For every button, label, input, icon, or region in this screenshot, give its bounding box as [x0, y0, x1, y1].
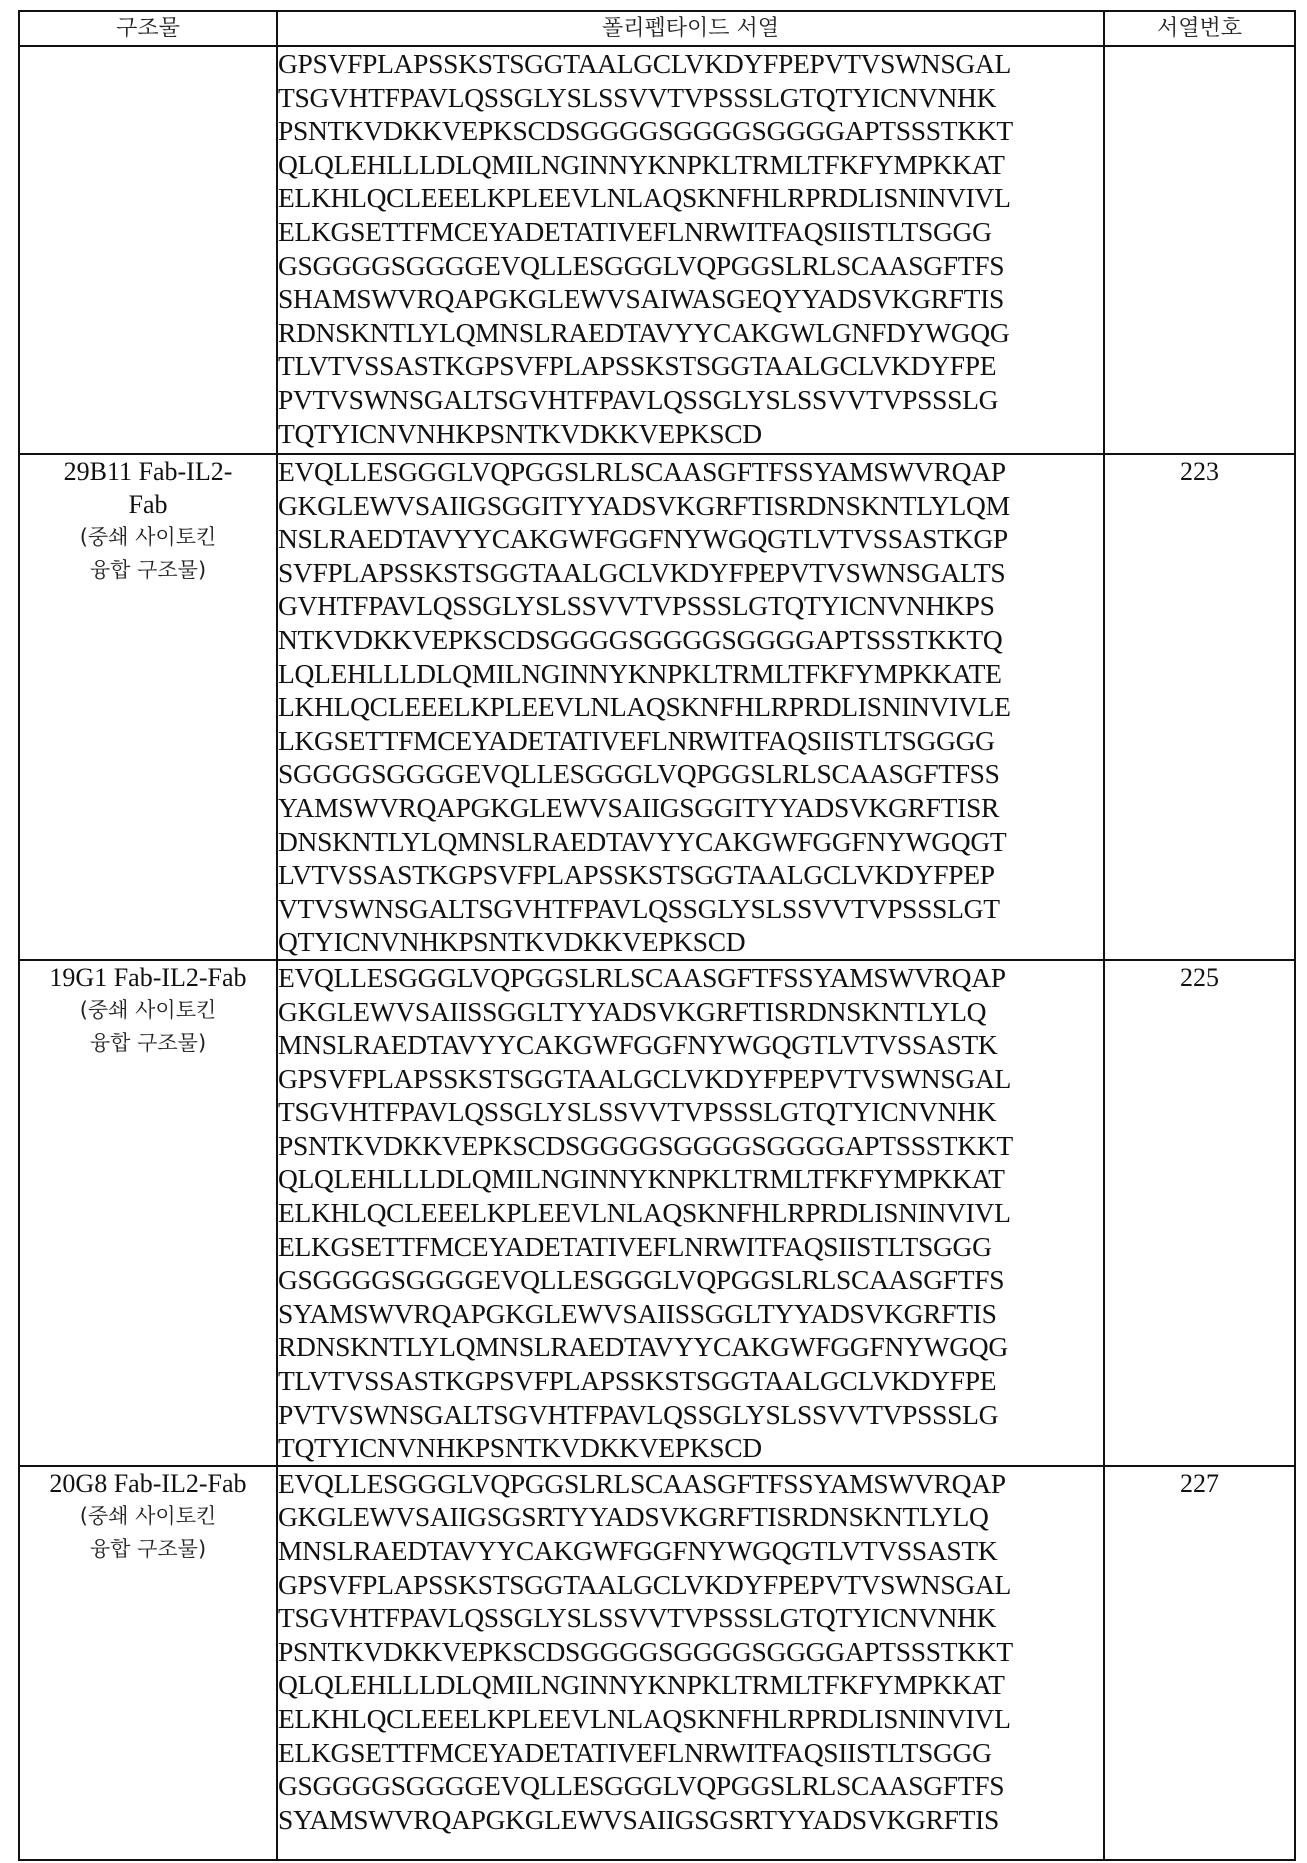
- sequence-line: QLQLEHLLLDLQMILNGINNYKNPKLTRMLTFKFYMPKKAT: [278, 1163, 1005, 1195]
- sequence-line: TSGVHTFPAVLQSSGLYSLSSVVTVPSSSLGTQTYICNVNHK: [278, 1096, 997, 1128]
- sequence-line: PSNTKVDKKVEPKSCDSGGGGSGGGGSGGGGAPTSSSTKKT: [278, 1129, 1013, 1161]
- sequence-line: SGGGGSGGGGEVQLLESGGGLVQPGGSLRLSCAASGFTFSS: [278, 758, 1000, 790]
- sequence-line: TLVTVSSASTKGPSVFPLAPSSKSTSGGTAALGCLVKDYFPE: [278, 1365, 997, 1397]
- header-seq-id: 서열번호: [1104, 11, 1295, 46]
- header-row: [19, 11, 1295, 46]
- sequence-cell: [277, 46, 1104, 454]
- sequence-line: TLVTVSSASTKGPSVFPLAPSSKSTSGGTAALGCLVKDYFPE: [278, 350, 997, 382]
- construct-cell: [19, 960, 277, 1466]
- table-row: [19, 46, 1295, 454]
- construct-name-cont: Fab: [128, 490, 168, 519]
- sequence-line: TQTYICNVNHKPSNTKVDKKVEPKSCD: [278, 1432, 762, 1464]
- construct-name: 20G8 Fab-IL2-Fab: [49, 1468, 247, 1498]
- construct-description: 융합 구조물): [89, 1030, 207, 1055]
- seq-id-cell: 223: [1104, 454, 1295, 960]
- sequence-line: SYAMSWVRQAPGKGLEWVSAIIGSGSRTYYADSVKGRFTIS: [278, 1803, 999, 1835]
- seq-id-cell: [1104, 46, 1295, 454]
- construct-name: 19G1 Fab-IL2-Fab: [49, 962, 247, 992]
- construct-cell: [19, 1466, 277, 1860]
- sequence-line: GSGGGGSGGGGEVQLLESGGGLVQPGGSLRLSCAASGFTFS: [278, 1770, 1005, 1802]
- sequence-line: TSGVHTFPAVLQSSGLYSLSSVVTVPSSSLGTQTYICNVNHK: [278, 81, 997, 113]
- sequence-line: GKGLEWVSAIISSGGLTYYADSVKGRFTISRDNSKNTLYLQ: [278, 995, 987, 1027]
- sequence-line: DNSKNTLYLQMNSLRAEDTAVYYCAKGWFGGFNYWGQGT: [278, 825, 1007, 857]
- sequence-line: LKGSETTFMCEYADETATIVEFLNRWITFAQSIISTLTSGGGG: [278, 724, 995, 756]
- header-sequence: 폴리펩타이드 서열: [277, 11, 1104, 46]
- construct-cell: [19, 454, 277, 960]
- sequence-line: LVTVSSASTKGPSVFPLAPSSKSTSGGTAALGCLVKDYFPEP: [278, 859, 995, 891]
- sequence-line: ELKGSETTFMCEYADETATIVEFLNRWITFAQSIISTLTSGGG: [278, 1736, 992, 1768]
- sequence-line: TQTYICNVNHKPSNTKVDKKVEPKSCD: [278, 417, 762, 449]
- sequence-line: EVQLLESGGGLVQPGGSLRLSCAASGFTFSSYAMSWVRQAP: [278, 961, 1006, 993]
- construct-name: 29B11 Fab-IL2-: [63, 457, 233, 486]
- table-row: [19, 960, 1295, 1466]
- sequence-line: GSGGGGSGGGGEVQLLESGGGLVQPGGSLRLSCAASGFTFS: [278, 1264, 1005, 1296]
- sequence-table: [18, 10, 1296, 1861]
- construct-description: 융합 구조물): [89, 1536, 207, 1561]
- construct-description: (중쇄 사이토킨: [79, 525, 217, 549]
- table-row: [19, 1466, 1295, 1860]
- construct-cell: [19, 46, 277, 454]
- seq-id-cell: 225: [1104, 960, 1295, 1466]
- sequence-line: GPSVFPLAPSSKSTSGGTAALGCLVKDYFPEPVTVSWNSGAL: [278, 48, 1011, 79]
- seq-id-cell: 227: [1104, 1466, 1295, 1860]
- sequence-line: GVHTFPAVLQSSGLYSLSSVVTVPSSSLGTQTYICNVNHKPS: [278, 590, 995, 622]
- sequence-line: TSGVHTFPAVLQSSGLYSLSSVVTVPSSSLGTQTYICNVNHK: [278, 1602, 997, 1634]
- sequence-line: LQLEHLLLDLQMILNGINNYKNPKLTRMLTFKFYMPKKATE: [278, 657, 1002, 689]
- sequence-line: RDNSKNTLYLQMNSLRAEDTAVYYCAKGWFGGFNYWGQG: [278, 1331, 1008, 1363]
- sequence-line: LKHLQCLEEELKPLEEVLNLAQSKNFHLRPRDLISNINVIVLE: [278, 691, 1011, 723]
- sequence-line: PSNTKVDKKVEPKSCDSGGGGSGGGGSGGGGAPTSSSTKKT: [278, 1635, 1013, 1667]
- sequence-line: NTKVDKKVEPKSCDSGGGGSGGGGSGGGGAPTSSSTKKTQ: [278, 623, 1003, 655]
- sequence-line: YAMSWVRQAPGKGLEWVSAIIGSGGITYYADSVKGRFTISR: [278, 791, 1000, 823]
- sequence-line: GPSVFPLAPSSKSTSGGTAALGCLVKDYFPEPVTVSWNSGAL: [278, 1062, 1011, 1094]
- sequence-line: EVQLLESGGGLVQPGGSLRLSCAASGFTFSSYAMSWVRQAP: [278, 456, 1006, 487]
- sequence-line: ELKHLQCLEEELKPLEEVLNLAQSKNFHLRPRDLISNINVIVL: [278, 182, 1011, 214]
- sequence-line: GSGGGGSGGGGEVQLLESGGGLVQPGGSLRLSCAASGFTFS: [278, 249, 1005, 281]
- sequence-cell: [277, 454, 1104, 960]
- sequence-line: SHAMSWVRQAPGKGLEWVSAIWASGEQYYADSVKGRFTIS: [278, 283, 1004, 315]
- sequence-line: GKGLEWVSAIIGSGSRTYYADSVKGRFTISRDNSKNTLYLQ: [278, 1501, 989, 1533]
- sequence-line: PVTVSWNSGALTSGVHTFPAVLQSSGLYSLSSVVTVPSSSLG: [278, 383, 999, 415]
- sequence-line: PSNTKVDKKVEPKSCDSGGGGSGGGGSGGGGAPTSSSTKKT: [278, 115, 1013, 147]
- header-construct: 구조물: [19, 11, 277, 46]
- sequence-line: QTYICNVNHKPSNTKVDKKVEPKSCD: [278, 926, 746, 958]
- sequence-line: GKGLEWVSAIIGSGGITYYADSVKGRFTISRDNSKNTLYLQM: [278, 489, 1010, 521]
- sequence-line: SYAMSWVRQAPGKGLEWVSAIISSGGLTYYADSVKGRFTIS: [278, 1297, 997, 1329]
- sequence-line: VTVSWNSGALTSGVHTFPAVLQSSGLYSLSSVVTVPSSSLGT: [278, 892, 1000, 924]
- sequence-line: SVFPLAPSSKSTSGGTAALGCLVKDYFPEPVTVSWNSGALTS: [278, 556, 1006, 588]
- sequence-line: RDNSKNTLYLQMNSLRAEDTAVYYCAKGWLGNFDYWGQG: [278, 316, 1010, 348]
- sequence-line: MNSLRAEDTAVYYCAKGWFGGFNYWGQGTLVTVSSASTK: [278, 1029, 998, 1061]
- sequence-cell: [277, 960, 1104, 1466]
- sequence-line: PVTVSWNSGALTSGVHTFPAVLQSSGLYSLSSVVTVPSSSLG: [278, 1398, 999, 1430]
- sequence-cell: [277, 1466, 1104, 1860]
- sequence-line: ELKGSETTFMCEYADETATIVEFLNRWITFAQSIISTLTSGGG: [278, 215, 992, 247]
- sequence-line: ELKHLQCLEEELKPLEEVLNLAQSKNFHLRPRDLISNINVIVL: [278, 1197, 1011, 1229]
- table-row: [19, 454, 1295, 960]
- sequence-line: ELKHLQCLEEELKPLEEVLNLAQSKNFHLRPRDLISNINVIVL: [278, 1702, 1011, 1734]
- sequence-line: NSLRAEDTAVYYCAKGWFGGFNYWGQGTLVTVSSASTKGP: [278, 523, 1008, 555]
- construct-description: (중쇄 사이토킨: [79, 1503, 217, 1528]
- sequence-line: MNSLRAEDTAVYYCAKGWFGGFNYWGQGTLVTVSSASTK: [278, 1535, 998, 1566]
- sequence-line: QLQLEHLLLDLQMILNGINNYKNPKLTRMLTFKFYMPKKAT: [278, 1669, 1005, 1701]
- sequence-line: QLQLEHLLLDLQMILNGINNYKNPKLTRMLTFKFYMPKKAT: [278, 148, 1005, 180]
- sequence-line: EVQLLESGGGLVQPGGSLRLSCAASGFTFSSYAMSWVRQAP: [278, 1467, 1006, 1499]
- construct-description: (중쇄 사이토킨: [79, 997, 217, 1022]
- construct-description: 융합 구조물): [89, 558, 207, 582]
- sequence-line: ELKGSETTFMCEYADETATIVEFLNRWITFAQSIISTLTSGGG: [278, 1230, 992, 1262]
- sequence-line: GPSVFPLAPSSKSTSGGTAALGCLVKDYFPEPVTVSWNSGAL: [278, 1568, 1011, 1600]
